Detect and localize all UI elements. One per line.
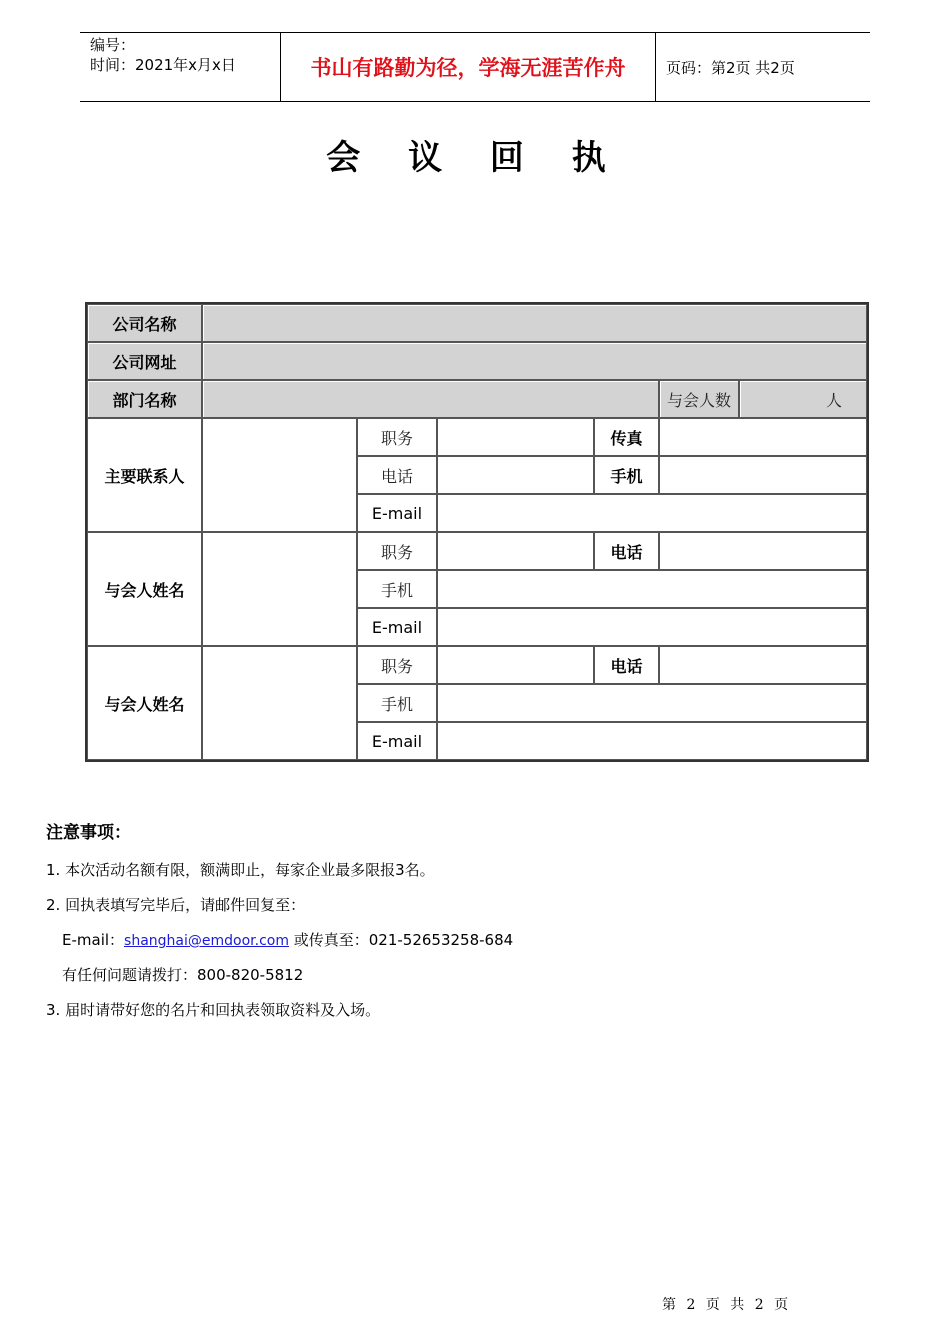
- position-label: 职务: [357, 646, 437, 684]
- email-label: E-mail: [357, 494, 437, 532]
- phone-field[interactable]: [659, 646, 867, 684]
- main-contact-name-field[interactable]: [202, 418, 357, 532]
- company-name-field[interactable]: [202, 304, 867, 342]
- attendee-name-field[interactable]: [202, 646, 357, 760]
- notes-title: 注意事项：: [46, 823, 131, 843]
- phone-label: 电话: [594, 646, 659, 684]
- attendee-count-label: 与会人数: [659, 380, 739, 418]
- mobile-label: 手机: [594, 456, 659, 494]
- email-prefix: E-mail：: [62, 931, 125, 949]
- registration-form-table: [85, 302, 869, 762]
- company-site-row: [87, 342, 867, 380]
- page-header: [80, 32, 870, 102]
- mobile-label: 手机: [357, 684, 437, 722]
- attendee-name-label: 与会人姓名: [87, 646, 202, 760]
- person-unit-label: 人: [826, 390, 843, 410]
- notes-section: [46, 818, 513, 1028]
- company-name-label: 公司名称: [87, 304, 202, 342]
- attendee-2-row-1: [87, 646, 867, 684]
- email-link[interactable]: shanghai@emdoor.com: [124, 933, 289, 949]
- number-label: 编号：: [90, 36, 136, 54]
- header-divider: [655, 33, 656, 101]
- header-page-info: 页码：第2页 共2页: [666, 58, 795, 77]
- email-field[interactable]: [437, 494, 867, 532]
- note-hotline: 有任何问题请拨打：800-820-5812: [62, 966, 304, 984]
- email-field[interactable]: [437, 608, 867, 646]
- position-field[interactable]: [437, 418, 594, 456]
- fax-text: 或传真至：021-52653258-684: [288, 931, 514, 949]
- fax-label: 传真: [594, 418, 659, 456]
- phone-field[interactable]: [659, 532, 867, 570]
- phone-label: 电话: [357, 456, 437, 494]
- mobile-field[interactable]: [659, 456, 867, 494]
- attendee-1-row-1: [87, 532, 867, 570]
- department-field[interactable]: [202, 380, 659, 418]
- position-label: 职务: [357, 418, 437, 456]
- fax-field[interactable]: [659, 418, 867, 456]
- note-contact-line: [46, 923, 513, 958]
- attendee-name-field[interactable]: [202, 532, 357, 646]
- phone-label: 电话: [594, 532, 659, 570]
- department-label: 部门名称: [87, 380, 202, 418]
- position-label: 职务: [357, 532, 437, 570]
- email-label: E-mail: [357, 608, 437, 646]
- company-site-field[interactable]: [202, 342, 867, 380]
- company-name-row: [87, 304, 867, 342]
- note-item-2: 2. 回执表填写完毕后，请邮件回复至：: [46, 896, 306, 914]
- time-label: 时间：2021年x月x日: [90, 56, 236, 74]
- phone-field[interactable]: [437, 456, 594, 494]
- note-item-1: 1. 本次活动名额有限，额满即止，每家企业最多限报3名。: [46, 861, 435, 879]
- main-contact-row-1: [87, 418, 867, 456]
- mobile-field[interactable]: [437, 684, 867, 722]
- main-contact-label: 主要联系人: [87, 418, 202, 532]
- company-site-label: 公司网址: [87, 342, 202, 380]
- note-item-3: 3. 届时请带好您的名片和回执表领取资料及入场。: [46, 1001, 381, 1019]
- page-footer: 第 2 页 共 2 页: [662, 1297, 792, 1313]
- header-meta: [90, 35, 280, 75]
- mobile-field[interactable]: [437, 570, 867, 608]
- position-field[interactable]: [437, 646, 594, 684]
- email-label: E-mail: [357, 722, 437, 760]
- mobile-label: 手机: [357, 570, 437, 608]
- department-row: [87, 380, 867, 418]
- email-field[interactable]: [437, 722, 867, 760]
- attendee-count-field[interactable]: [739, 380, 867, 418]
- position-field[interactable]: [437, 532, 594, 570]
- page-title: 会 议 回 执: [326, 138, 624, 178]
- attendee-name-label: 与会人姓名: [87, 532, 202, 646]
- header-motto: 书山有路勤为径，学海无涯苦作舟: [310, 55, 626, 80]
